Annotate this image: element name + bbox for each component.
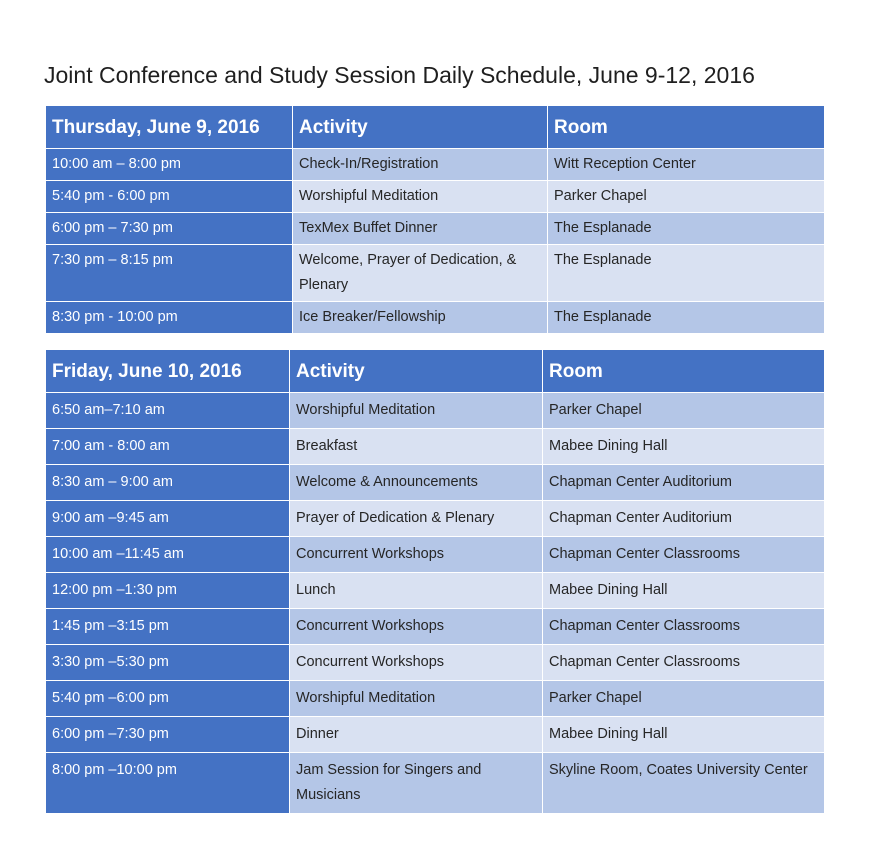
table-row bbox=[46, 149, 825, 181]
time-cell: 6:00 pm – 7:30 pm bbox=[46, 213, 293, 245]
activity-cell: Dinner bbox=[290, 717, 543, 753]
table-row bbox=[46, 501, 825, 537]
time-cell: 7:30 pm – 8:15 pm bbox=[46, 245, 293, 302]
activity-cell: Prayer of Dedication & Plenary bbox=[290, 501, 543, 537]
time-cell: 7:00 am - 8:00 am bbox=[46, 429, 290, 465]
room-cell: Chapman Center Classrooms bbox=[543, 537, 825, 573]
table-row bbox=[46, 429, 825, 465]
time-cell: 5:40 pm –6:00 pm bbox=[46, 681, 290, 717]
activity-cell: Lunch bbox=[290, 573, 543, 609]
activity-header: Activity bbox=[290, 350, 543, 393]
activity-cell: Worshipful Meditation bbox=[290, 393, 543, 429]
activity-cell: Check-In/Registration bbox=[293, 149, 548, 181]
time-cell: 12:00 pm –1:30 pm bbox=[46, 573, 290, 609]
activity-cell: Concurrent Workshops bbox=[290, 645, 543, 681]
schedule-table-thursday bbox=[45, 105, 825, 334]
time-cell: 8:30 pm - 10:00 pm bbox=[46, 302, 293, 334]
room-header: Room bbox=[543, 350, 825, 393]
activity-header: Activity bbox=[293, 106, 548, 149]
activity-cell: Concurrent Workshops bbox=[290, 537, 543, 573]
activity-cell: Welcome & Announcements bbox=[290, 465, 543, 501]
activity-cell: Worshipful Meditation bbox=[293, 181, 548, 213]
room-cell: Chapman Center Classrooms bbox=[543, 645, 825, 681]
time-cell: 6:00 pm –7:30 pm bbox=[46, 717, 290, 753]
table-row bbox=[46, 573, 825, 609]
table-row bbox=[46, 181, 825, 213]
day-header: Friday, June 10, 2016 bbox=[46, 350, 290, 393]
time-cell: 3:30 pm –5:30 pm bbox=[46, 645, 290, 681]
time-cell: 1:45 pm –3:15 pm bbox=[46, 609, 290, 645]
time-cell: 10:00 am – 8:00 pm bbox=[46, 149, 293, 181]
room-cell: Parker Chapel bbox=[548, 181, 825, 213]
activity-cell: Welcome, Prayer of Dedication, & Plenary bbox=[293, 245, 548, 302]
room-cell: Witt Reception Center bbox=[548, 149, 825, 181]
room-cell: Mabee Dining Hall bbox=[543, 717, 825, 753]
table-header-row bbox=[46, 106, 825, 149]
table-row bbox=[46, 245, 825, 302]
room-cell: Mabee Dining Hall bbox=[543, 429, 825, 465]
room-cell: The Esplanade bbox=[548, 245, 825, 302]
time-cell: 5:40 pm - 6:00 pm bbox=[46, 181, 293, 213]
room-header: Room bbox=[548, 106, 825, 149]
table-row bbox=[46, 302, 825, 334]
table-row bbox=[46, 645, 825, 681]
room-cell: Chapman Center Auditorium bbox=[543, 465, 825, 501]
room-cell: The Esplanade bbox=[548, 302, 825, 334]
table-row bbox=[46, 537, 825, 573]
table-row bbox=[46, 717, 825, 753]
room-cell: Mabee Dining Hall bbox=[543, 573, 825, 609]
schedule-table-friday bbox=[45, 349, 825, 814]
page-title: Joint Conference and Study Session Daily Schedule, June 9-12, 2016 bbox=[44, 62, 755, 88]
table-row bbox=[46, 213, 825, 245]
room-cell: Skyline Room, Coates University Center bbox=[543, 753, 825, 814]
activity-cell: TexMex Buffet Dinner bbox=[293, 213, 548, 245]
table-row bbox=[46, 681, 825, 717]
time-cell: 9:00 am –9:45 am bbox=[46, 501, 290, 537]
room-cell: The Esplanade bbox=[548, 213, 825, 245]
day-header: Thursday, June 9, 2016 bbox=[46, 106, 293, 149]
room-cell: Parker Chapel bbox=[543, 393, 825, 429]
table-row bbox=[46, 753, 825, 814]
table-row bbox=[46, 393, 825, 429]
time-cell: 8:30 am – 9:00 am bbox=[46, 465, 290, 501]
activity-cell: Ice Breaker/Fellowship bbox=[293, 302, 548, 334]
table-row bbox=[46, 465, 825, 501]
room-cell: Chapman Center Classrooms bbox=[543, 609, 825, 645]
room-cell: Parker Chapel bbox=[543, 681, 825, 717]
time-cell: 8:00 pm –10:00 pm bbox=[46, 753, 290, 814]
activity-cell: Breakfast bbox=[290, 429, 543, 465]
time-cell: 6:50 am–7:10 am bbox=[46, 393, 290, 429]
room-cell: Chapman Center Auditorium bbox=[543, 501, 825, 537]
activity-cell: Worshipful Meditation bbox=[290, 681, 543, 717]
activity-cell: Jam Session for Singers and Musicians bbox=[290, 753, 543, 814]
activity-cell: Concurrent Workshops bbox=[290, 609, 543, 645]
table-header-row bbox=[46, 350, 825, 393]
table-row bbox=[46, 609, 825, 645]
time-cell: 10:00 am –11:45 am bbox=[46, 537, 290, 573]
